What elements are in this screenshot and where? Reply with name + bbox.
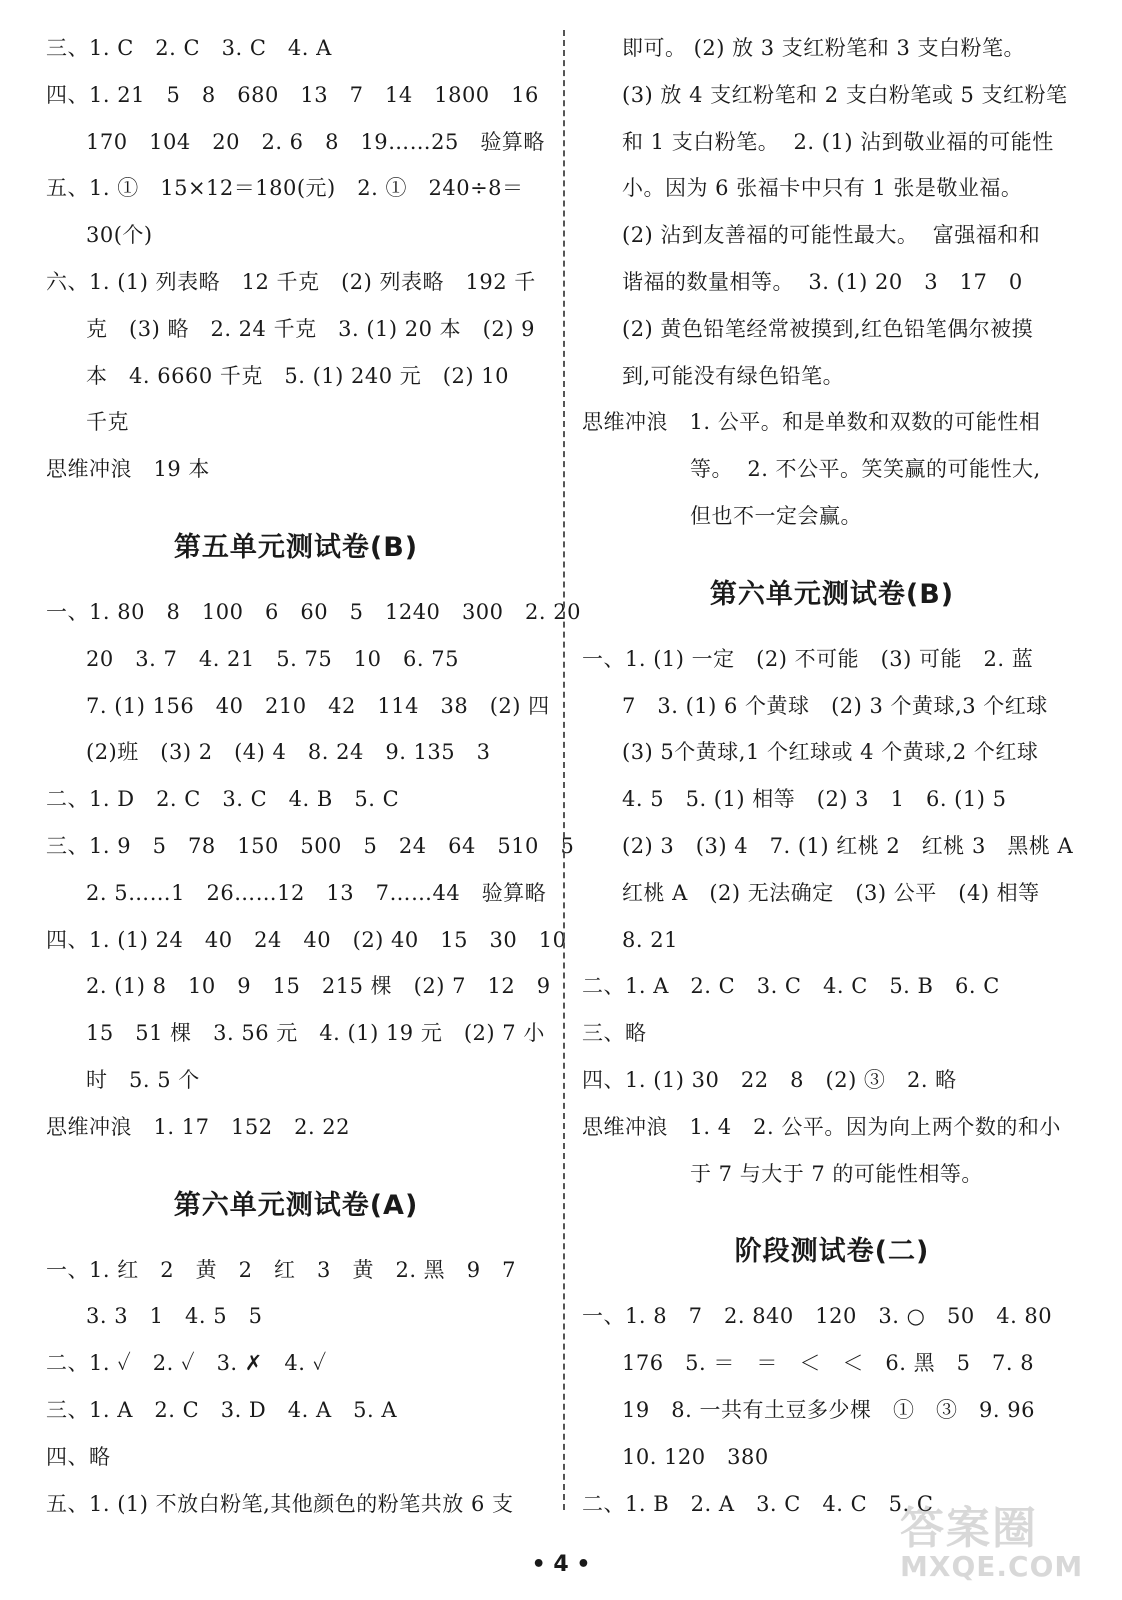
answer-line: 红桃 A (2) 无法确定 (3) 公平 (4) 相等 <box>622 880 1040 905</box>
watermark-url: MXQE.COM <box>900 1550 1084 1583</box>
answer-line: 于 7 与大于 7 的可能性相等。 <box>690 1161 983 1186</box>
answer-line: 千克 <box>86 410 129 435</box>
answer-line: (3) 放 4 支红粉笔和 2 支白粉笔或 5 支红粉笔 <box>622 82 1068 107</box>
answer-line: 四、略 <box>46 1444 111 1469</box>
answer-line: (2) 黄色铅笔经常被摸到,红色铅笔偶尔被摸 <box>622 316 1034 341</box>
answer-line: 时 5. 5 个 <box>86 1067 200 1092</box>
answer-line: 克 (3) 略 2. 24 千克 3. (1) 20 本 (2) 9 <box>86 316 535 341</box>
answer-line: 思维冲浪 1. 公平。和是单数和双数的可能性相 <box>582 410 1041 435</box>
answer-line: 三、1. C 2. C 3. C 4. A <box>46 36 332 60</box>
right-column <box>582 28 1082 1530</box>
answer-line: 四、1. (1) 24 40 24 40 (2) 40 15 30 10 <box>46 927 567 952</box>
section-heading: 第六单元测试卷(B) <box>709 578 955 610</box>
answer-line: 一、1. (1) 一定 (2) 不可能 (3) 可能 2. 蓝 <box>582 646 1034 671</box>
answer-line: 20 3. 7 4. 21 5. 75 10 6. 75 <box>86 646 459 671</box>
answer-line: 一、1. 8 7 2. 840 120 3. ○ 50 4. 80 <box>582 1304 1053 1329</box>
answer-line: 到,可能没有绿色铅笔。 <box>622 363 845 388</box>
answer-line: 四、1. 21 5 8 680 13 7 14 1800 16 <box>46 82 539 107</box>
answer-line: 三、1. 9 5 78 150 500 5 24 64 510 5 <box>46 833 575 858</box>
answer-line: 四、1. (1) 30 22 8 (2) ③ 2. 略 <box>582 1067 957 1092</box>
answer-line: 3. 3 1 4. 5 5 <box>86 1304 263 1329</box>
answer-line: 7. (1) 156 40 210 42 114 38 (2) 四 <box>86 693 550 718</box>
answer-line: 谐福的数量相等。 3. (1) 20 3 17 0 <box>622 269 1023 294</box>
answer-line: (3) 5个黄球,1 个红球或 4 个黄球,2 个红球 <box>622 740 1039 765</box>
answer-line: 二、1. ✓ 2. ✓ 3. ✗ 4. ✓ <box>46 1351 327 1376</box>
answer-line: (2) 3 (3) 4 7. (1) 红桃 2 红桃 3 黑桃 A <box>622 833 1074 858</box>
answer-line: 本 4. 6660 千克 5. (1) 240 元 (2) 10 <box>86 363 509 388</box>
column-divider <box>563 30 565 1510</box>
answer-line: 三、1. A 2. C 3. D 4. A 5. A <box>46 1397 398 1422</box>
answer-line: 二、1. B 2. A 3. C 4. C 5. C <box>582 1491 934 1516</box>
answer-line: 即可。 (2) 放 3 支红粉笔和 3 支白粉笔。 <box>622 36 1026 60</box>
answer-line: 10. 120 380 <box>622 1444 769 1469</box>
answer-line: 30(个) <box>86 223 153 248</box>
answer-line: 8. 21 <box>622 927 678 952</box>
answer-line: (2) 沾到友善福的可能性最大。 富强福和和 <box>622 223 1041 248</box>
answer-line: 和 1 支白粉笔。 2. (1) 沾到敬业福的可能性 <box>622 129 1054 154</box>
answer-line: 思维冲浪 1. 17 152 2. 22 <box>46 1114 351 1139</box>
answer-line: 二、1. D 2. C 3. C 4. B 5. C <box>46 787 400 812</box>
answer-line: 一、1. 红 2 黄 2 红 3 黄 2. 黑 9 7 <box>46 1257 516 1282</box>
answer-line: 思维冲浪 1. 4 2. 公平。因为向上两个数的和小 <box>582 1114 1061 1139</box>
answer-line: 15 51 棵 3. 56 元 4. (1) 19 元 (2) 7 小 <box>86 1021 545 1046</box>
answer-line: 五、1. (1) 不放白粉笔,其他颜色的粉笔共放 6 支 <box>46 1491 514 1516</box>
page-number: • 4 • <box>531 1552 591 1577</box>
answer-line: 2. 5……1 26……12 13 7……44 验算略 <box>86 880 547 905</box>
answer-line: 但也不一定会赢。 <box>690 503 862 528</box>
answer-line: 4. 5 5. (1) 相等 (2) 3 1 6. (1) 5 <box>622 787 1007 812</box>
watermark-logo <box>900 1492 1110 1596</box>
answer-line: 170 104 20 2. 6 8 19……25 验算略 <box>86 129 545 154</box>
answer-line: 176 5. ＝ ＝ ＜ ＜ 6. 黑 5 7. 8 <box>622 1351 1035 1376</box>
section-heading: 第五单元测试卷(B) <box>173 531 419 563</box>
answer-line: 7 3. (1) 6 个黄球 (2) 3 个黄球,3 个红球 <box>622 693 1048 718</box>
answer-line: 等。 2. 不公平。笑笑赢的可能性大, <box>690 457 1041 482</box>
answer-line: 五、1. ① 15×12＝180(元) 2. ① 240÷8＝ <box>46 176 524 201</box>
section-heading: 第六单元测试卷(A) <box>173 1189 419 1221</box>
section-heading: 阶段测试卷(二) <box>734 1236 930 1268</box>
answer-line: 小。因为 6 张福卡中只有 1 张是敬业福。 <box>622 176 1023 201</box>
answer-line: 思维冲浪 19 本 <box>46 457 210 482</box>
answer-line: 三、略 <box>582 1021 647 1046</box>
answer-line: 19 8. 一共有土豆多少棵 ① ③ 9. 96 <box>622 1397 1035 1422</box>
answer-line: 一、1. 80 8 100 6 60 5 1240 300 2. 20 <box>46 599 581 624</box>
left-column <box>46 28 581 1530</box>
answer-line: (2)班 (3) 2 (4) 4 8. 24 9. 135 3 <box>86 740 491 765</box>
answer-line: 2. (1) 8 10 9 15 215 棵 (2) 7 12 9 <box>86 974 551 999</box>
answer-line: 六、1. (1) 列表略 12 千克 (2) 列表略 192 千 <box>46 269 536 294</box>
answer-line: 二、1. A 2. C 3. C 4. C 5. B 6. C <box>582 974 1000 999</box>
watermark-text: 答案圈 <box>900 1503 1038 1554</box>
